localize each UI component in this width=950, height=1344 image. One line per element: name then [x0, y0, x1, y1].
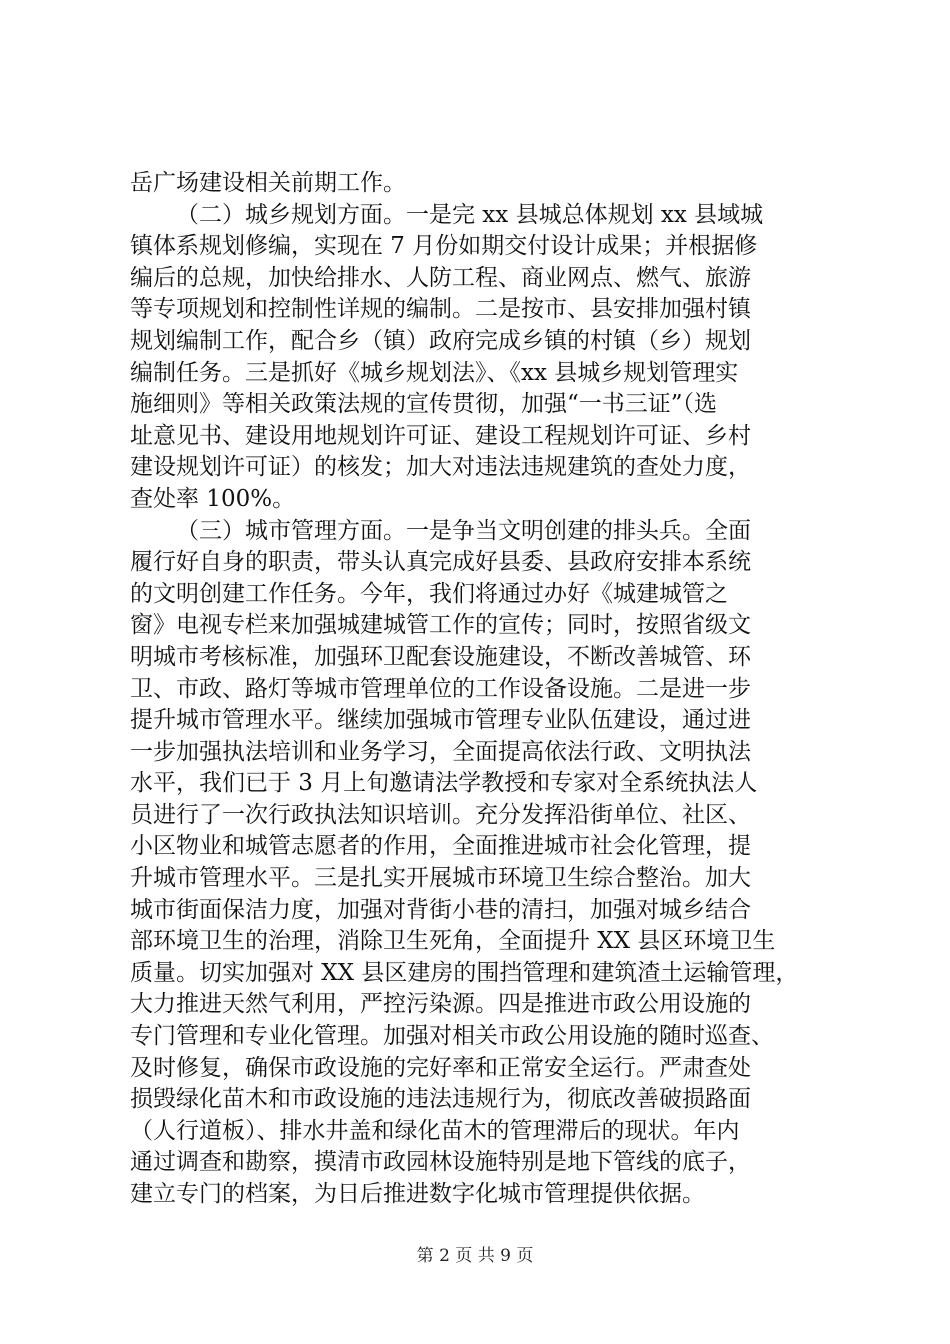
- text-line: 镇体系规划修编，实现在 7 月份如期交付设计成果；并根据修: [130, 233, 758, 260]
- text-line: 员进行了一次行政执法知识培训。充分发挥沿街单位、社区、: [130, 801, 751, 828]
- text-line: 大力推进天然气利用，严控污染源。四是推进市政公用设施的: [130, 991, 751, 1018]
- text-line: （三）城市管理方面。一是争当文明创建的排头兵。全面: [176, 517, 751, 544]
- text-line: 窗》电视专栏来加强城建城管工作的宣传；同时，按照省级文: [130, 612, 751, 639]
- text-line: 编后的总规，加快给排水、人防工程、商业网点、燃气、旅游: [130, 264, 751, 291]
- text-line: （二）城乡规划方面。一是完 xx 县城总体规划 xx 县域城: [176, 201, 764, 228]
- text-line: 卫、市政、路灯等城市管理单位的工作设备设施。二是进一步: [130, 675, 751, 702]
- text-line: 质量。切实加强对 XX 县区建房的围挡管理和建筑渣土运输管理，: [130, 959, 799, 986]
- text-line: 升城市管理水平。三是扎实开展城市环境卫生综合整治。加大: [130, 865, 751, 892]
- text-line: 明城市考核标准，加强环卫配套设施建设，不断改善城管、环: [130, 643, 751, 670]
- text-line: 部环境卫生的治理，消除卫生死角，全面提升 XX 县区环境卫生: [130, 928, 776, 955]
- text-line: 履行好自身的职责，带头认真完成好县委、县政府安排本系统: [130, 549, 751, 576]
- text-line: （人行道板）、排水井盖和绿化苗木的管理滞后的现状。年内: [130, 1117, 740, 1144]
- text-line: 岳广场建设相关前期工作。: [130, 170, 406, 196]
- text-line: 一步加强执法培训和业务学习，全面提高依法行政、文明执法: [130, 738, 751, 765]
- text-line: 损毁绿化苗木和市政设施的违法违规行为，彻底改善破损路面: [130, 1086, 751, 1113]
- page-footer: 第 2 页 共 9 页: [416, 1246, 534, 1266]
- text-line: 提升城市管理水平。继续加强城市管理专业队伍建设，通过进: [130, 707, 751, 734]
- text-line: 编制任务。三是抓好《城乡规划法》、《xx 县城乡规划管理实: [130, 359, 739, 386]
- text-line: 及时修复，确保市政设施的完好率和正常安全运行。严肃查处: [130, 1054, 751, 1081]
- text-line: 水平，我们已于 3 月上旬邀请法学教授和专家对全系统执法人: [130, 770, 758, 797]
- text-line: 建立专门的档案，为日后推进数字化城市管理提供依据。: [130, 1181, 705, 1207]
- text-line: 专门管理和专业化管理。加强对相关市政公用设施的随时巡查、: [130, 1023, 774, 1050]
- text-line: 城市街面保洁力度，加强对背街小巷的清扫，加强对城乡结合: [130, 896, 751, 923]
- text-line: 施细则》等相关政策法规的宣传贯彻，加强“一书三证”（选: [130, 391, 718, 418]
- body-text: [130, 168, 835, 1211]
- text-line: 小区物业和城管志愿者的作用，全面推进城市社会化管理，提: [130, 833, 751, 860]
- text-line: 查处率 100%。: [130, 485, 296, 512]
- text-line: 通过调查和勘察，摸清市政园林设施特别是地下管线的底子，: [130, 1149, 751, 1176]
- text-line: 等专项规划和控制性详规的编制。二是按市、县安排加强村镇: [130, 296, 751, 323]
- text-line: 建设规划许可证）的核发；加大对违法违规建筑的查处力度，: [130, 454, 751, 481]
- text-line: 规划编制工作，配合乡（镇）政府完成乡镇的村镇（乡）规划: [130, 327, 751, 354]
- text-line: 址意见书、建设用地规划许可证、建设工程规划许可证、乡村: [130, 422, 751, 449]
- text-line: 的文明创建工作任务。今年，我们将通过办好《城建城管之: [130, 580, 728, 607]
